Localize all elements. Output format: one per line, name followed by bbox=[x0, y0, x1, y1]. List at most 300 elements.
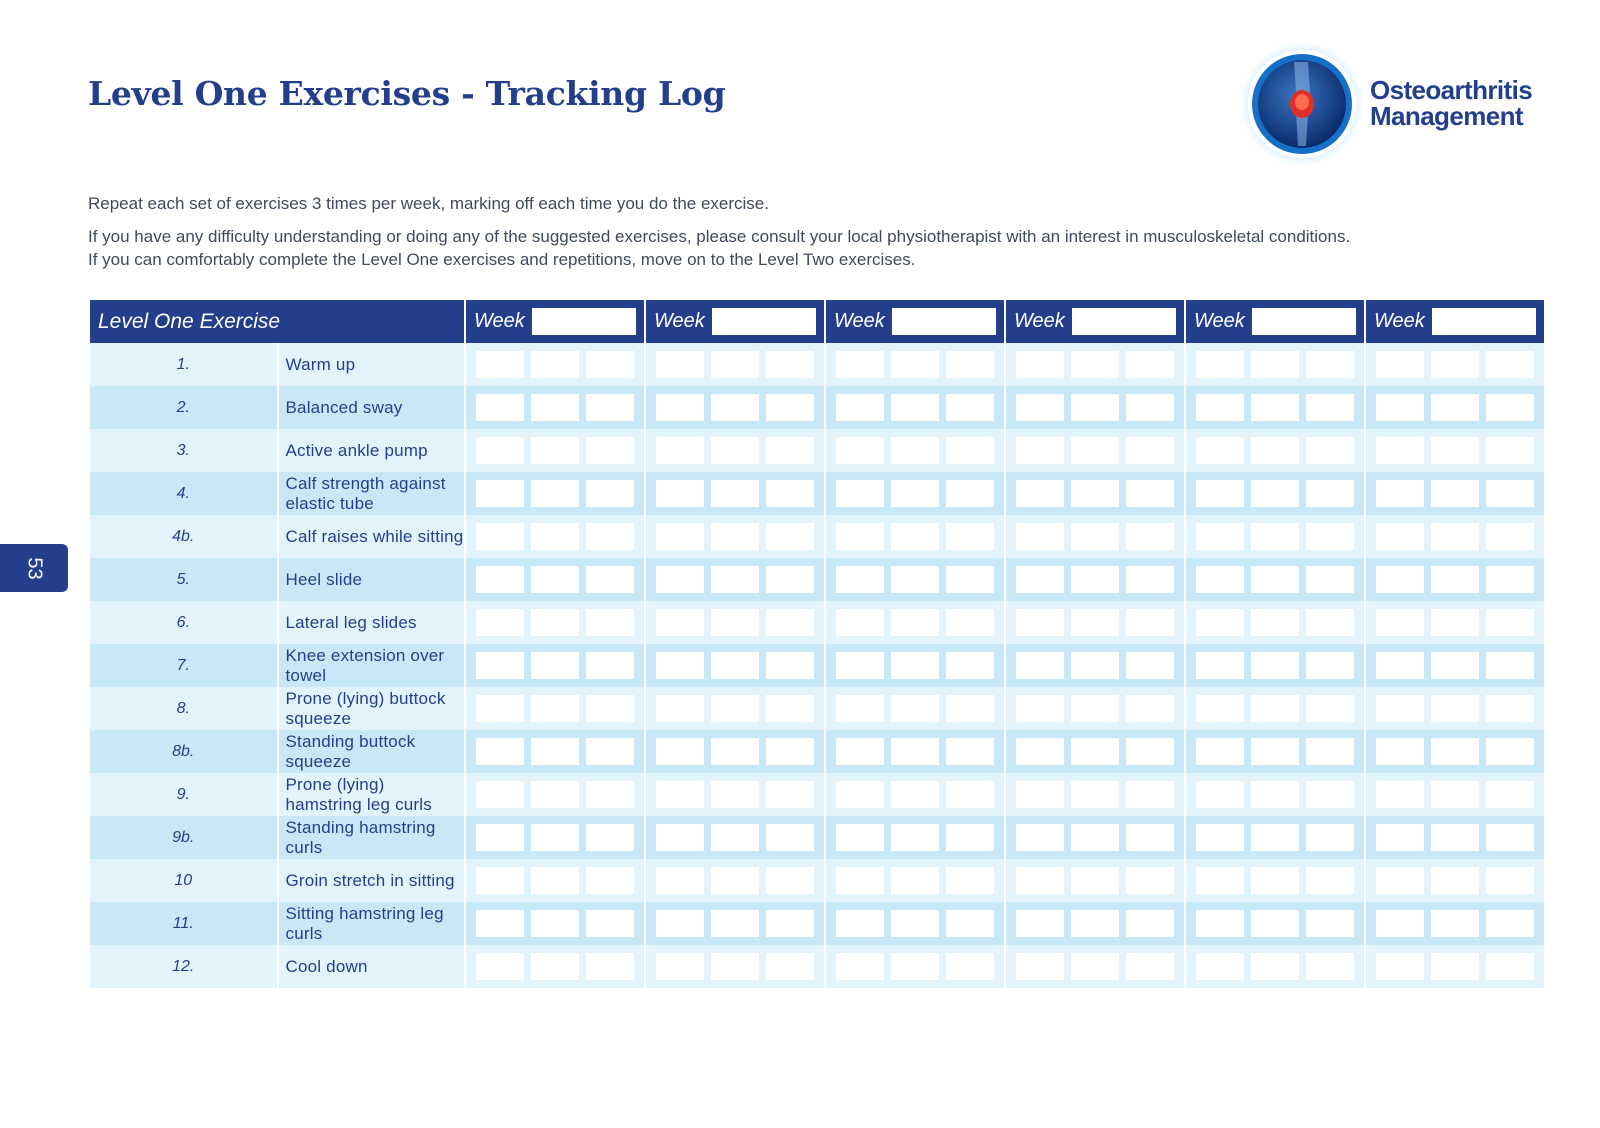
session-checkbox[interactable] bbox=[1376, 437, 1424, 464]
session-checkbox[interactable] bbox=[1196, 824, 1244, 851]
session-checkbox[interactable] bbox=[1431, 738, 1479, 765]
session-checkbox[interactable] bbox=[1016, 351, 1064, 378]
session-checkbox[interactable] bbox=[766, 437, 814, 464]
session-checkbox[interactable] bbox=[1376, 910, 1424, 937]
session-checkbox[interactable] bbox=[1306, 437, 1354, 464]
session-checkbox[interactable] bbox=[1016, 480, 1064, 507]
session-checkbox[interactable] bbox=[586, 480, 634, 507]
session-checkbox[interactable] bbox=[946, 824, 994, 851]
session-checkbox[interactable] bbox=[476, 781, 524, 808]
week-date-field[interactable] bbox=[1432, 308, 1536, 335]
exercise-name: Balanced sway bbox=[278, 386, 466, 429]
session-checkbox[interactable] bbox=[586, 652, 634, 679]
session-checkbox[interactable] bbox=[1376, 480, 1424, 507]
session-checkbox[interactable] bbox=[1126, 394, 1174, 421]
session-checkbox[interactable] bbox=[531, 824, 579, 851]
session-checkbox[interactable] bbox=[531, 953, 579, 980]
session-checkbox[interactable] bbox=[1071, 695, 1119, 722]
session-checkbox[interactable] bbox=[476, 652, 524, 679]
session-checkbox[interactable] bbox=[476, 609, 524, 636]
session-checkbox[interactable] bbox=[891, 480, 939, 507]
session-checkbox[interactable] bbox=[1251, 394, 1299, 421]
session-checkbox[interactable] bbox=[476, 695, 524, 722]
session-checkbox[interactable] bbox=[1196, 738, 1244, 765]
week-cell-1 bbox=[465, 773, 645, 816]
session-checkbox[interactable] bbox=[946, 910, 994, 937]
session-checkbox[interactable] bbox=[946, 523, 994, 550]
session-checkbox[interactable] bbox=[711, 781, 759, 808]
week-cell-1 bbox=[465, 859, 645, 902]
session-checkbox[interactable] bbox=[946, 781, 994, 808]
session-checkbox[interactable] bbox=[946, 609, 994, 636]
session-checkbox[interactable] bbox=[586, 867, 634, 894]
session-checkbox[interactable] bbox=[1071, 480, 1119, 507]
session-checkbox[interactable] bbox=[891, 781, 939, 808]
session-checkbox[interactable] bbox=[1376, 652, 1424, 679]
session-checkbox[interactable] bbox=[1486, 695, 1534, 722]
session-checkbox[interactable] bbox=[1251, 566, 1299, 593]
session-checkbox[interactable] bbox=[1071, 609, 1119, 636]
session-checkbox[interactable] bbox=[1071, 566, 1119, 593]
session-checkbox[interactable] bbox=[1486, 523, 1534, 550]
session-checkbox[interactable] bbox=[1016, 781, 1064, 808]
session-checkbox[interactable] bbox=[1071, 867, 1119, 894]
session-checkbox[interactable] bbox=[711, 523, 759, 550]
session-checkbox[interactable] bbox=[836, 523, 884, 550]
session-checkbox[interactable] bbox=[766, 351, 814, 378]
session-checkbox[interactable] bbox=[476, 480, 524, 507]
session-checkbox[interactable] bbox=[1126, 695, 1174, 722]
session-checkbox[interactable] bbox=[1306, 695, 1354, 722]
session-checkbox[interactable] bbox=[946, 738, 994, 765]
session-checkbox[interactable] bbox=[476, 566, 524, 593]
session-checkbox[interactable] bbox=[586, 953, 634, 980]
week-cell-4 bbox=[1005, 558, 1185, 601]
session-checkbox[interactable] bbox=[946, 394, 994, 421]
session-checkbox[interactable] bbox=[1431, 953, 1479, 980]
session-checkbox[interactable] bbox=[891, 437, 939, 464]
session-checkbox[interactable] bbox=[656, 394, 704, 421]
session-checkbox[interactable] bbox=[891, 824, 939, 851]
session-checkbox[interactable] bbox=[766, 953, 814, 980]
session-checkbox[interactable] bbox=[476, 824, 524, 851]
session-checkbox[interactable] bbox=[1376, 953, 1424, 980]
session-checkbox[interactable] bbox=[711, 351, 759, 378]
session-checkbox[interactable] bbox=[766, 652, 814, 679]
session-checkbox[interactable] bbox=[476, 953, 524, 980]
session-checkbox[interactable] bbox=[1376, 738, 1424, 765]
session-checkbox[interactable] bbox=[1306, 953, 1354, 980]
session-checkbox[interactable] bbox=[1016, 566, 1064, 593]
session-checkbox[interactable] bbox=[1016, 910, 1064, 937]
session-checkbox[interactable] bbox=[586, 523, 634, 550]
session-checkbox[interactable] bbox=[1376, 824, 1424, 851]
session-checkbox[interactable] bbox=[1431, 351, 1479, 378]
session-checkbox[interactable] bbox=[946, 953, 994, 980]
session-checkbox[interactable] bbox=[1196, 394, 1244, 421]
week-cell-5 bbox=[1185, 472, 1365, 515]
session-checkbox[interactable] bbox=[1431, 652, 1479, 679]
week-cell-2 bbox=[645, 343, 825, 386]
session-checkbox[interactable] bbox=[1376, 566, 1424, 593]
session-checkbox[interactable] bbox=[1486, 867, 1534, 894]
session-checkbox[interactable] bbox=[711, 652, 759, 679]
session-checkbox[interactable] bbox=[1486, 824, 1534, 851]
session-checkbox[interactable] bbox=[1376, 781, 1424, 808]
session-checkbox[interactable] bbox=[711, 910, 759, 937]
week-date-field[interactable] bbox=[1072, 308, 1176, 335]
session-checkbox[interactable] bbox=[1126, 437, 1174, 464]
session-checkbox[interactable] bbox=[1306, 652, 1354, 679]
session-checkbox[interactable] bbox=[1196, 523, 1244, 550]
session-checkbox[interactable] bbox=[1196, 695, 1244, 722]
week-cell-5 bbox=[1185, 558, 1365, 601]
session-checkbox[interactable] bbox=[1376, 695, 1424, 722]
session-checkbox[interactable] bbox=[1196, 910, 1244, 937]
session-checkbox[interactable] bbox=[1196, 437, 1244, 464]
session-checkbox[interactable] bbox=[1196, 652, 1244, 679]
session-checkbox[interactable] bbox=[1126, 523, 1174, 550]
session-checkbox[interactable] bbox=[531, 609, 579, 636]
session-checkbox[interactable] bbox=[1016, 437, 1064, 464]
session-checkbox[interactable] bbox=[531, 437, 579, 464]
session-checkbox[interactable] bbox=[531, 652, 579, 679]
session-checkbox[interactable] bbox=[1251, 695, 1299, 722]
session-checkbox[interactable] bbox=[1016, 523, 1064, 550]
session-checkbox[interactable] bbox=[1016, 738, 1064, 765]
session-checkbox[interactable] bbox=[1196, 480, 1244, 507]
session-checkbox[interactable] bbox=[1126, 738, 1174, 765]
week-cell-2 bbox=[645, 687, 825, 730]
session-checkbox[interactable] bbox=[891, 953, 939, 980]
session-checkbox[interactable] bbox=[711, 953, 759, 980]
session-checkbox[interactable] bbox=[836, 480, 884, 507]
session-checkbox[interactable] bbox=[836, 695, 884, 722]
exercise-name: Calf strength against elastic tube bbox=[278, 472, 466, 515]
session-checkbox[interactable] bbox=[891, 652, 939, 679]
week-cell-1 bbox=[465, 429, 645, 472]
session-checkbox[interactable] bbox=[1376, 867, 1424, 894]
session-checkbox[interactable] bbox=[531, 523, 579, 550]
session-checkbox[interactable] bbox=[836, 351, 884, 378]
session-checkbox[interactable] bbox=[1486, 652, 1534, 679]
session-checkbox[interactable] bbox=[766, 566, 814, 593]
session-checkbox[interactable] bbox=[656, 566, 704, 593]
session-checkbox[interactable] bbox=[766, 824, 814, 851]
session-checkbox[interactable] bbox=[586, 781, 634, 808]
session-checkbox[interactable] bbox=[891, 523, 939, 550]
session-checkbox[interactable] bbox=[1196, 867, 1244, 894]
session-checkbox[interactable] bbox=[531, 566, 579, 593]
session-checkbox[interactable] bbox=[766, 695, 814, 722]
session-checkbox[interactable] bbox=[836, 824, 884, 851]
session-checkbox[interactable] bbox=[656, 480, 704, 507]
session-checkbox[interactable] bbox=[946, 695, 994, 722]
session-checkbox[interactable] bbox=[891, 695, 939, 722]
session-checkbox[interactable] bbox=[1486, 480, 1534, 507]
session-checkbox[interactable] bbox=[1126, 609, 1174, 636]
session-checkbox[interactable] bbox=[766, 523, 814, 550]
session-checkbox[interactable] bbox=[1251, 867, 1299, 894]
session-checkbox[interactable] bbox=[1306, 824, 1354, 851]
session-checkbox[interactable] bbox=[1071, 351, 1119, 378]
week-cell-1 bbox=[465, 730, 645, 773]
session-checkbox[interactable] bbox=[656, 695, 704, 722]
session-checkbox[interactable] bbox=[836, 652, 884, 679]
session-checkbox[interactable] bbox=[1431, 824, 1479, 851]
session-checkbox[interactable] bbox=[656, 652, 704, 679]
session-checkbox[interactable] bbox=[836, 953, 884, 980]
week-date-field[interactable] bbox=[1252, 308, 1356, 335]
week-date-field[interactable] bbox=[532, 308, 636, 335]
session-checkbox[interactable] bbox=[711, 437, 759, 464]
session-checkbox[interactable] bbox=[1306, 867, 1354, 894]
session-checkbox[interactable] bbox=[1486, 609, 1534, 636]
session-checkbox[interactable] bbox=[1016, 695, 1064, 722]
session-checkbox[interactable] bbox=[531, 394, 579, 421]
session-checkbox[interactable] bbox=[711, 566, 759, 593]
session-checkbox[interactable] bbox=[1071, 910, 1119, 937]
session-checkbox[interactable] bbox=[476, 351, 524, 378]
session-checkbox[interactable] bbox=[836, 394, 884, 421]
session-checkbox[interactable] bbox=[656, 824, 704, 851]
session-checkbox[interactable] bbox=[1486, 437, 1534, 464]
session-checkbox[interactable] bbox=[656, 781, 704, 808]
session-checkbox[interactable] bbox=[891, 566, 939, 593]
session-checkbox[interactable] bbox=[1196, 566, 1244, 593]
session-checkbox[interactable] bbox=[1431, 867, 1479, 894]
session-checkbox[interactable] bbox=[711, 695, 759, 722]
session-checkbox[interactable] bbox=[1306, 523, 1354, 550]
session-checkbox[interactable] bbox=[656, 867, 704, 894]
session-checkbox[interactable] bbox=[711, 394, 759, 421]
session-checkbox[interactable] bbox=[476, 738, 524, 765]
session-checkbox[interactable] bbox=[586, 566, 634, 593]
session-checkbox[interactable] bbox=[1251, 652, 1299, 679]
session-checkbox[interactable] bbox=[1071, 953, 1119, 980]
session-checkbox[interactable] bbox=[766, 394, 814, 421]
week-cell-4 bbox=[1005, 429, 1185, 472]
session-checkbox[interactable] bbox=[1251, 953, 1299, 980]
session-checkbox[interactable] bbox=[766, 609, 814, 636]
session-checkbox[interactable] bbox=[531, 867, 579, 894]
session-checkbox[interactable] bbox=[656, 437, 704, 464]
session-checkbox[interactable] bbox=[1071, 781, 1119, 808]
exercise-name: Lateral leg slides bbox=[278, 601, 466, 644]
session-checkbox[interactable] bbox=[766, 480, 814, 507]
session-checkbox[interactable] bbox=[1016, 867, 1064, 894]
week-cell-6 bbox=[1365, 644, 1544, 687]
session-checkbox[interactable] bbox=[946, 351, 994, 378]
session-checkbox[interactable] bbox=[1306, 480, 1354, 507]
session-checkbox[interactable] bbox=[1071, 394, 1119, 421]
session-checkbox[interactable] bbox=[1486, 566, 1534, 593]
session-checkbox[interactable] bbox=[1251, 609, 1299, 636]
session-checkbox[interactable] bbox=[1196, 781, 1244, 808]
session-checkbox[interactable] bbox=[531, 351, 579, 378]
session-checkbox[interactable] bbox=[1486, 394, 1534, 421]
session-checkbox[interactable] bbox=[476, 910, 524, 937]
session-checkbox[interactable] bbox=[891, 394, 939, 421]
session-checkbox[interactable] bbox=[1306, 738, 1354, 765]
session-checkbox[interactable] bbox=[656, 351, 704, 378]
session-checkbox[interactable] bbox=[586, 824, 634, 851]
session-checkbox[interactable] bbox=[656, 910, 704, 937]
session-checkbox[interactable] bbox=[1251, 523, 1299, 550]
session-checkbox[interactable] bbox=[1016, 824, 1064, 851]
session-checkbox[interactable] bbox=[1126, 480, 1174, 507]
session-checkbox[interactable] bbox=[1196, 953, 1244, 980]
session-checkbox[interactable] bbox=[1196, 351, 1244, 378]
session-checkbox[interactable] bbox=[946, 480, 994, 507]
session-checkbox[interactable] bbox=[1251, 351, 1299, 378]
session-checkbox[interactable] bbox=[1431, 437, 1479, 464]
session-checkbox[interactable] bbox=[711, 480, 759, 507]
session-checkbox[interactable] bbox=[766, 781, 814, 808]
session-checkbox[interactable] bbox=[656, 738, 704, 765]
week-cell-5 bbox=[1185, 816, 1365, 859]
session-checkbox[interactable] bbox=[656, 609, 704, 636]
session-checkbox[interactable] bbox=[1016, 652, 1064, 679]
session-checkbox[interactable] bbox=[476, 394, 524, 421]
session-checkbox[interactable] bbox=[476, 523, 524, 550]
session-checkbox[interactable] bbox=[1016, 394, 1064, 421]
session-checkbox[interactable] bbox=[891, 351, 939, 378]
session-checkbox[interactable] bbox=[586, 910, 634, 937]
week-cell-5 bbox=[1185, 730, 1365, 773]
session-checkbox[interactable] bbox=[1126, 566, 1174, 593]
session-checkbox[interactable] bbox=[891, 609, 939, 636]
session-checkbox[interactable] bbox=[836, 867, 884, 894]
session-checkbox[interactable] bbox=[1431, 480, 1479, 507]
session-checkbox[interactable] bbox=[1486, 953, 1534, 980]
session-checkbox[interactable] bbox=[1486, 910, 1534, 937]
session-checkbox[interactable] bbox=[1071, 652, 1119, 679]
session-checkbox[interactable] bbox=[946, 566, 994, 593]
session-checkbox[interactable] bbox=[1376, 523, 1424, 550]
session-checkbox[interactable] bbox=[1196, 609, 1244, 636]
session-checkbox[interactable] bbox=[836, 566, 884, 593]
session-checkbox[interactable] bbox=[1126, 781, 1174, 808]
session-checkbox[interactable] bbox=[1306, 566, 1354, 593]
session-checkbox[interactable] bbox=[656, 523, 704, 550]
session-checkbox[interactable] bbox=[711, 824, 759, 851]
session-checkbox[interactable] bbox=[1306, 910, 1354, 937]
session-checkbox[interactable] bbox=[1251, 781, 1299, 808]
session-checkbox[interactable] bbox=[531, 480, 579, 507]
session-checkbox[interactable] bbox=[946, 437, 994, 464]
session-checkbox[interactable] bbox=[1486, 738, 1534, 765]
session-checkbox[interactable] bbox=[1126, 867, 1174, 894]
session-checkbox[interactable] bbox=[1071, 738, 1119, 765]
session-checkbox[interactable] bbox=[1306, 781, 1354, 808]
exercise-number: 12. bbox=[90, 945, 278, 988]
session-checkbox[interactable] bbox=[1126, 824, 1174, 851]
session-checkbox[interactable] bbox=[1306, 609, 1354, 636]
session-checkbox[interactable] bbox=[836, 738, 884, 765]
session-checkbox[interactable] bbox=[586, 437, 634, 464]
session-checkbox[interactable] bbox=[1251, 437, 1299, 464]
session-checkbox[interactable] bbox=[1306, 351, 1354, 378]
session-checkbox[interactable] bbox=[711, 738, 759, 765]
session-checkbox[interactable] bbox=[531, 781, 579, 808]
week-cell-3 bbox=[825, 515, 1005, 558]
session-checkbox[interactable] bbox=[836, 910, 884, 937]
week-cell-6 bbox=[1365, 902, 1544, 945]
session-checkbox[interactable] bbox=[1486, 351, 1534, 378]
session-checkbox[interactable] bbox=[891, 910, 939, 937]
week-date-field[interactable] bbox=[892, 308, 996, 335]
session-checkbox[interactable] bbox=[946, 652, 994, 679]
session-checkbox[interactable] bbox=[476, 867, 524, 894]
session-checkbox[interactable] bbox=[1431, 523, 1479, 550]
session-checkbox[interactable] bbox=[531, 910, 579, 937]
session-checkbox[interactable] bbox=[1486, 781, 1534, 808]
session-checkbox[interactable] bbox=[586, 394, 634, 421]
session-checkbox[interactable] bbox=[1376, 351, 1424, 378]
session-checkbox[interactable] bbox=[1431, 695, 1479, 722]
week-cell-3 bbox=[825, 816, 1005, 859]
session-checkbox[interactable] bbox=[586, 738, 634, 765]
session-checkbox[interactable] bbox=[1126, 652, 1174, 679]
session-checkbox[interactable] bbox=[586, 351, 634, 378]
session-checkbox[interactable] bbox=[1251, 824, 1299, 851]
week-header-1 bbox=[465, 300, 645, 343]
session-checkbox[interactable] bbox=[1431, 394, 1479, 421]
session-checkbox[interactable] bbox=[1126, 910, 1174, 937]
session-checkbox[interactable] bbox=[1376, 609, 1424, 636]
session-checkbox[interactable] bbox=[1306, 394, 1354, 421]
session-checkbox[interactable] bbox=[1016, 609, 1064, 636]
session-checkbox[interactable] bbox=[531, 738, 579, 765]
session-checkbox[interactable] bbox=[1126, 351, 1174, 378]
session-checkbox[interactable] bbox=[1071, 824, 1119, 851]
session-checkbox[interactable] bbox=[766, 738, 814, 765]
week-label: Week bbox=[834, 310, 885, 332]
session-checkbox[interactable] bbox=[1376, 394, 1424, 421]
week-date-field[interactable] bbox=[712, 308, 816, 335]
session-checkbox[interactable] bbox=[946, 867, 994, 894]
session-checkbox[interactable] bbox=[586, 695, 634, 722]
session-checkbox[interactable] bbox=[766, 910, 814, 937]
session-checkbox[interactable] bbox=[836, 437, 884, 464]
session-checkbox[interactable] bbox=[766, 867, 814, 894]
session-checkbox[interactable] bbox=[1251, 910, 1299, 937]
osteoarthritis-management-logo bbox=[1238, 40, 1558, 168]
session-checkbox[interactable] bbox=[476, 437, 524, 464]
session-checkbox[interactable] bbox=[711, 867, 759, 894]
session-checkbox[interactable] bbox=[836, 609, 884, 636]
session-checkbox[interactable] bbox=[531, 695, 579, 722]
session-checkbox[interactable] bbox=[1016, 953, 1064, 980]
session-checkbox[interactable] bbox=[891, 738, 939, 765]
session-checkbox[interactable] bbox=[1431, 609, 1479, 636]
session-checkbox[interactable] bbox=[1431, 910, 1479, 937]
session-checkbox[interactable] bbox=[1071, 523, 1119, 550]
session-checkbox[interactable] bbox=[1431, 566, 1479, 593]
session-checkbox[interactable] bbox=[586, 609, 634, 636]
session-checkbox[interactable] bbox=[1071, 437, 1119, 464]
session-checkbox[interactable] bbox=[1251, 738, 1299, 765]
session-checkbox[interactable] bbox=[891, 867, 939, 894]
session-checkbox[interactable] bbox=[1126, 953, 1174, 980]
exercise-name: Prone (lying) buttock squeeze bbox=[278, 687, 466, 730]
session-checkbox[interactable] bbox=[1431, 781, 1479, 808]
session-checkbox[interactable] bbox=[656, 953, 704, 980]
session-checkbox[interactable] bbox=[836, 781, 884, 808]
session-checkbox[interactable] bbox=[1251, 480, 1299, 507]
session-checkbox[interactable] bbox=[711, 609, 759, 636]
